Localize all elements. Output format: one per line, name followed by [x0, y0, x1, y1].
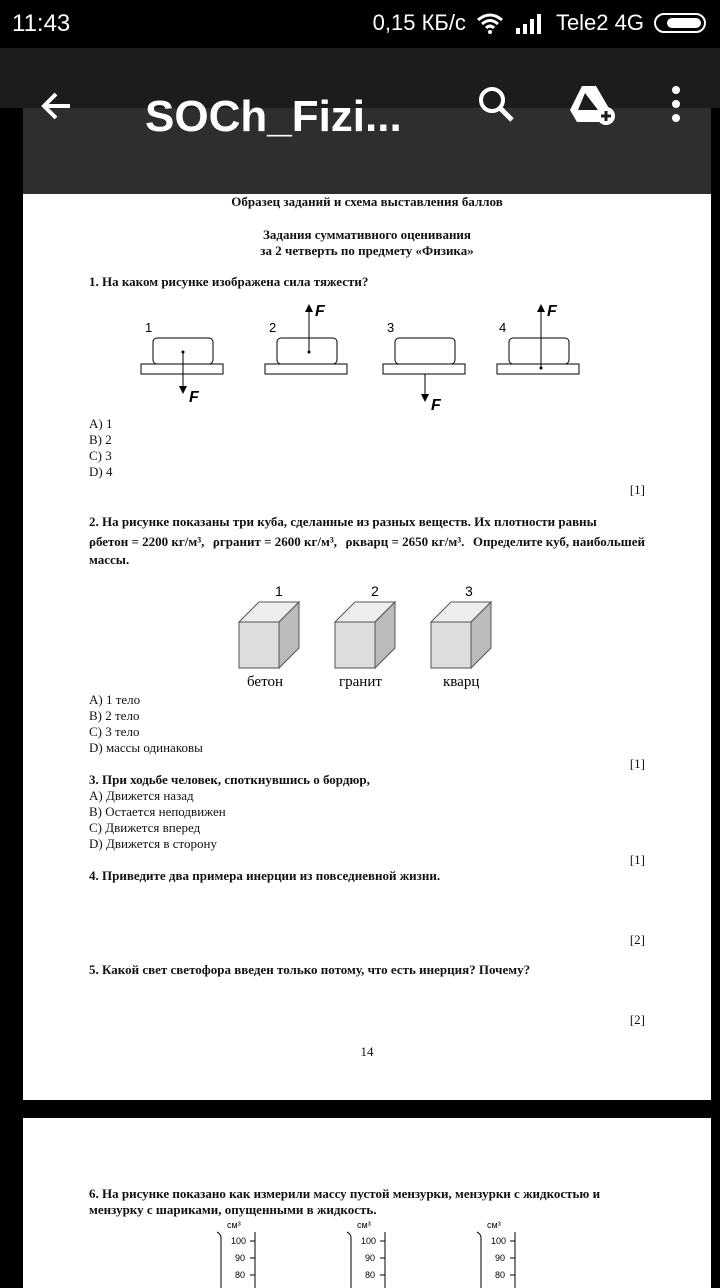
q1-option-d: D) 4	[89, 464, 113, 479]
document-title: SOCh_Fizi...	[145, 92, 402, 141]
q1-option-b: B) 2	[89, 432, 112, 447]
beaker-2-tick-90: 90	[365, 1253, 376, 1263]
beaker-1-tick-90: 90	[235, 1253, 246, 1263]
wifi-icon	[476, 12, 504, 34]
block-3	[395, 338, 455, 364]
drive-add-icon[interactable]	[568, 84, 616, 126]
fig-label-1: 1	[145, 320, 153, 335]
fig-3	[383, 320, 465, 412]
more-menu-icon[interactable]	[668, 84, 684, 124]
beaker-3	[477, 1220, 515, 1288]
fig-label-2: 2	[269, 320, 277, 335]
fig-label-3: 3	[387, 320, 395, 335]
battery-icon	[654, 13, 706, 33]
cube-label-1: бетон	[247, 674, 283, 690]
beaker-2-tick-80: 80	[365, 1270, 376, 1280]
subtitle-2: за 2 четверть по предмету «Физика»	[260, 243, 474, 258]
q3-option-d: D) Движется в сторону	[89, 836, 217, 851]
q2-cubes-figure	[223, 580, 513, 692]
beaker-3-unit: см³	[487, 1220, 501, 1230]
cube-1	[239, 583, 299, 690]
q3-score: [1]	[629, 852, 645, 867]
status-bar	[0, 0, 720, 48]
q2-line-3: массы.	[89, 552, 130, 567]
signal-icon	[514, 12, 546, 34]
question-3: 3. При ходьбе человек, споткнувшись о бордюр,	[89, 772, 370, 787]
fig-4	[497, 303, 579, 374]
search-icon[interactable]	[476, 84, 516, 124]
q6-line-2: мензурку с шариками, опущенными в жидкость.	[89, 1202, 377, 1217]
q3-option-a: A) Движется назад	[89, 788, 194, 803]
block-2	[277, 338, 337, 364]
rho-granit: ρгранит = 2600 кг/м³,	[212, 534, 338, 549]
block-4	[509, 338, 569, 364]
surface-2	[265, 364, 347, 374]
rho-beton: ρбетон = 2200 кг/м³,	[89, 534, 205, 549]
status-time: 11:43	[12, 10, 71, 37]
cube-number-2: 2	[371, 583, 379, 599]
beakers-figure	[203, 1218, 533, 1288]
cube-label-2: гранит	[339, 674, 382, 690]
cube-3	[431, 583, 491, 690]
q1-option-a: A) 1	[89, 416, 113, 431]
q2-option-d: D) массы одинаковы	[89, 740, 203, 755]
cube-number-3: 3	[465, 583, 473, 599]
q5-score: [2]	[629, 1012, 645, 1027]
question-5: 5. Какой свет светофора введен только потому, что есть инерция? Почему?	[89, 962, 531, 977]
q2-line-1: 2. На рисунке показаны три куба, сделанные из разных веществ. Их плотности равны	[89, 514, 597, 529]
beaker-1-tick-100: 100	[231, 1236, 247, 1246]
q2-option-a: A) 1 тело	[89, 692, 141, 707]
q2-options	[89, 692, 203, 756]
q1-options	[89, 416, 112, 480]
question-2	[89, 514, 645, 568]
q4-score: [2]	[629, 932, 645, 947]
q2-score: [1]	[629, 756, 645, 771]
q2-option-c: C) 3 тело	[89, 724, 140, 739]
document-page-14	[23, 194, 711, 1100]
force-label-4: F	[547, 303, 557, 320]
beaker-2-unit: см³	[357, 1220, 371, 1230]
net-speed: 0,15 КБ/с	[372, 10, 466, 35]
cube-label-3: кварц	[443, 674, 480, 690]
beaker-1-unit: см³	[227, 1220, 241, 1230]
fig-label-4: 4	[499, 320, 507, 335]
fig-2	[265, 303, 347, 374]
rho-kvarc: ρкварц = 2650 кг/м³.	[345, 534, 465, 549]
q3-option-b: B) Остается неподвижен	[89, 804, 226, 819]
cube-2	[335, 583, 395, 690]
q1-score: [1]	[629, 482, 645, 497]
page-number: 14	[360, 1044, 374, 1059]
q1-figure	[133, 294, 603, 412]
beaker-1	[217, 1220, 255, 1288]
q2-option-b: B) 2 тело	[89, 708, 140, 723]
q2-line-2-end: Определите куб, наибольшей	[472, 534, 645, 549]
beaker-3-tick-90: 90	[495, 1253, 506, 1263]
document-page-15	[23, 1118, 711, 1288]
beaker-2	[347, 1220, 385, 1288]
cube-number-1: 1	[275, 583, 283, 599]
force-label-3: F	[431, 397, 441, 412]
question-6	[89, 1186, 649, 1218]
beaker-2-tick-100: 100	[361, 1236, 377, 1246]
subtitle-1: Задания суммативного оценивания	[263, 227, 471, 242]
surface-3	[383, 364, 465, 374]
q1-option-c: C) 3	[89, 448, 112, 463]
beaker-3-tick-80: 80	[495, 1270, 506, 1280]
question-4: 4. Приведите два примера инерции из повседневной жизни.	[89, 868, 441, 883]
carrier-name: Tele2 4G	[555, 10, 644, 35]
question-1: 1. На каком рисунке изображена сила тяжести?	[89, 274, 369, 289]
surface-1	[141, 364, 223, 374]
page-heading: Образец заданий и схема выставления баллов	[231, 194, 503, 209]
q3-option-c: C) Движется вперед	[89, 820, 201, 835]
force-label-2: F	[315, 303, 325, 320]
status-right	[373, 10, 706, 36]
q6-line-1: 6. На рисунке показано как измерили массу пустой мензурки, мензурки с жидкостью и	[89, 1186, 601, 1201]
beaker-1-tick-80: 80	[235, 1270, 246, 1280]
force-label-1: F	[189, 389, 199, 406]
back-arrow-icon[interactable]	[36, 86, 76, 126]
q2-line-2	[89, 534, 645, 550]
q3-options	[89, 788, 226, 852]
surface-4	[497, 364, 579, 374]
fig-1	[141, 320, 223, 406]
beaker-3-tick-100: 100	[491, 1236, 507, 1246]
